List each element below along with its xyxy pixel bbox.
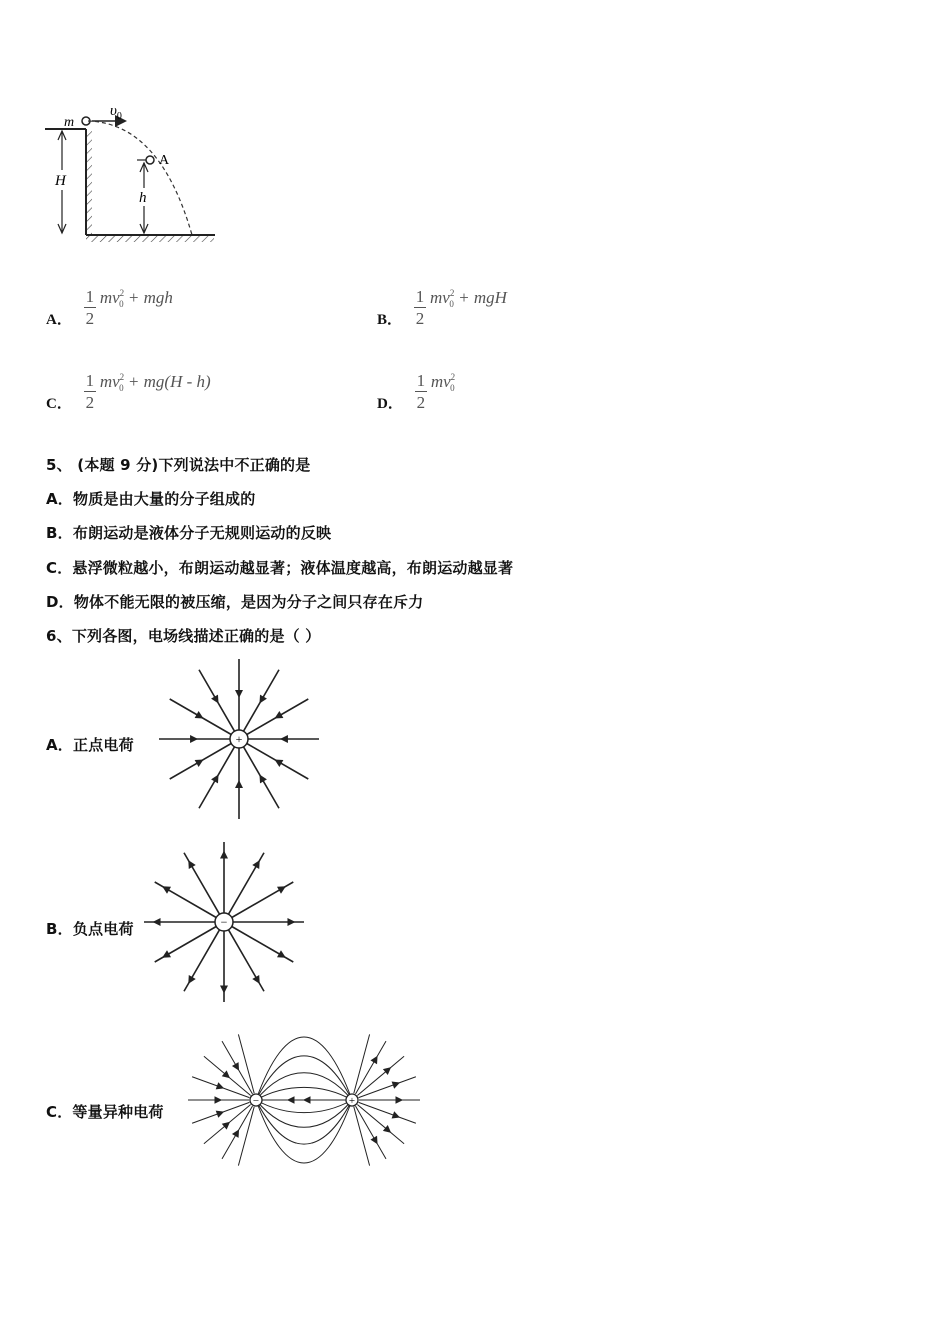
dipole-arrow [396, 1097, 402, 1103]
dipole-arrow [371, 1137, 377, 1144]
dipole-field-line [256, 1087, 352, 1100]
positive-arrow [235, 780, 243, 788]
dipole-field-line [256, 1100, 352, 1163]
projectile-figure [40, 98, 220, 248]
dipole-field-line [256, 1037, 352, 1100]
dipole-arrow [392, 1112, 399, 1118]
dipole-arrow [233, 1063, 239, 1070]
q5-option-b[interactable]: B．布朗运动是液体分子无规则运动的反映 [46, 524, 332, 542]
dipole-field-line [354, 1107, 370, 1166]
negative-arrow [220, 851, 228, 859]
q6-option-c[interactable]: C．等量异种电荷 [46, 1103, 164, 1121]
dipole-arrow [392, 1082, 399, 1088]
q5-option-c[interactable]: C．悬浮微粒越小，布朗运动越显著；液体温度越高，布朗运动越显著 [46, 559, 514, 577]
q4-option-a-expr: $mv^2_0$ + mgh [99, 287, 173, 309]
q4-option-c[interactable]: C． $\frac{1}{2}$ $mv^2_0 + mg(H - h)$ [46, 371, 211, 413]
dipole-arrow [216, 1083, 223, 1089]
dipole-field-line [238, 1034, 254, 1093]
q6-option-a[interactable]: A．正点电荷 [46, 736, 134, 754]
point-a [146, 156, 154, 164]
dipole-arrow [371, 1057, 377, 1064]
dipole-arrow [216, 1111, 223, 1117]
point-a-label: A [159, 153, 170, 168]
positive-charge-sign: + [235, 732, 243, 746]
positive-charge-field-figure [155, 657, 323, 822]
q6-stem: 6、下列各图，电场线描述正确的是（ ） [46, 627, 321, 645]
dipole-field-figure [186, 1030, 426, 1170]
q5-option-a[interactable]: A．物质是由大量的分子组成的 [46, 490, 256, 508]
mass-label: m [64, 115, 75, 130]
dipole-field-line [356, 1041, 387, 1094]
negative-charge-field-figure [140, 840, 308, 1005]
positive-arrow [235, 690, 243, 698]
q4-option-b-expr: $mv^2_0$ + mgH [430, 287, 507, 309]
dipole-field-line [256, 1100, 352, 1113]
dipole-arrow [288, 1097, 294, 1103]
dipole-field-line [354, 1034, 370, 1093]
q4-option-a[interactable]: A． $\frac{1}{2}$ $mv^2_0$ + mgh [46, 287, 173, 329]
height-h-label: h [139, 190, 147, 206]
q4-option-b[interactable]: B． $\frac{1}{2}$ $mv^2_0$ + mgH [377, 287, 507, 329]
negative-arrow [220, 985, 228, 993]
positive-arrow [190, 735, 198, 743]
dipole-positive-sign: + [348, 1095, 356, 1107]
negative-arrow [153, 918, 161, 926]
q5-stem: 5、 (本题 9 分)下列说法中不正确的是 [46, 456, 311, 474]
dipole-field-line [238, 1107, 254, 1166]
dipole-arrow [304, 1097, 310, 1103]
height-H-label: H [55, 173, 66, 189]
q4-option-d-expr: $mv^2_0$ [430, 371, 456, 393]
velocity-label: $\upsilon_0$ [110, 103, 122, 122]
q6-option-b[interactable]: B．负点电荷 [46, 920, 134, 938]
dipole-arrow [233, 1130, 239, 1137]
positive-arrow [280, 735, 288, 743]
dipole-arrow [215, 1097, 221, 1103]
negative-arrow [287, 918, 295, 926]
negative-charge-sign: − [220, 915, 228, 929]
q5-option-d[interactable]: D．物体不能无限的被压缩，是因为分子之间只存在斥力 [46, 593, 424, 611]
dipole-field-line [356, 1106, 387, 1159]
q4-option-d[interactable]: D． $\frac{1}{2}$ $mv^2_0$ [377, 371, 456, 413]
dipole-negative-sign: − [252, 1095, 260, 1107]
q4-option-c-expr: $mv^2_0 + mg(H - h)$ [99, 371, 211, 393]
